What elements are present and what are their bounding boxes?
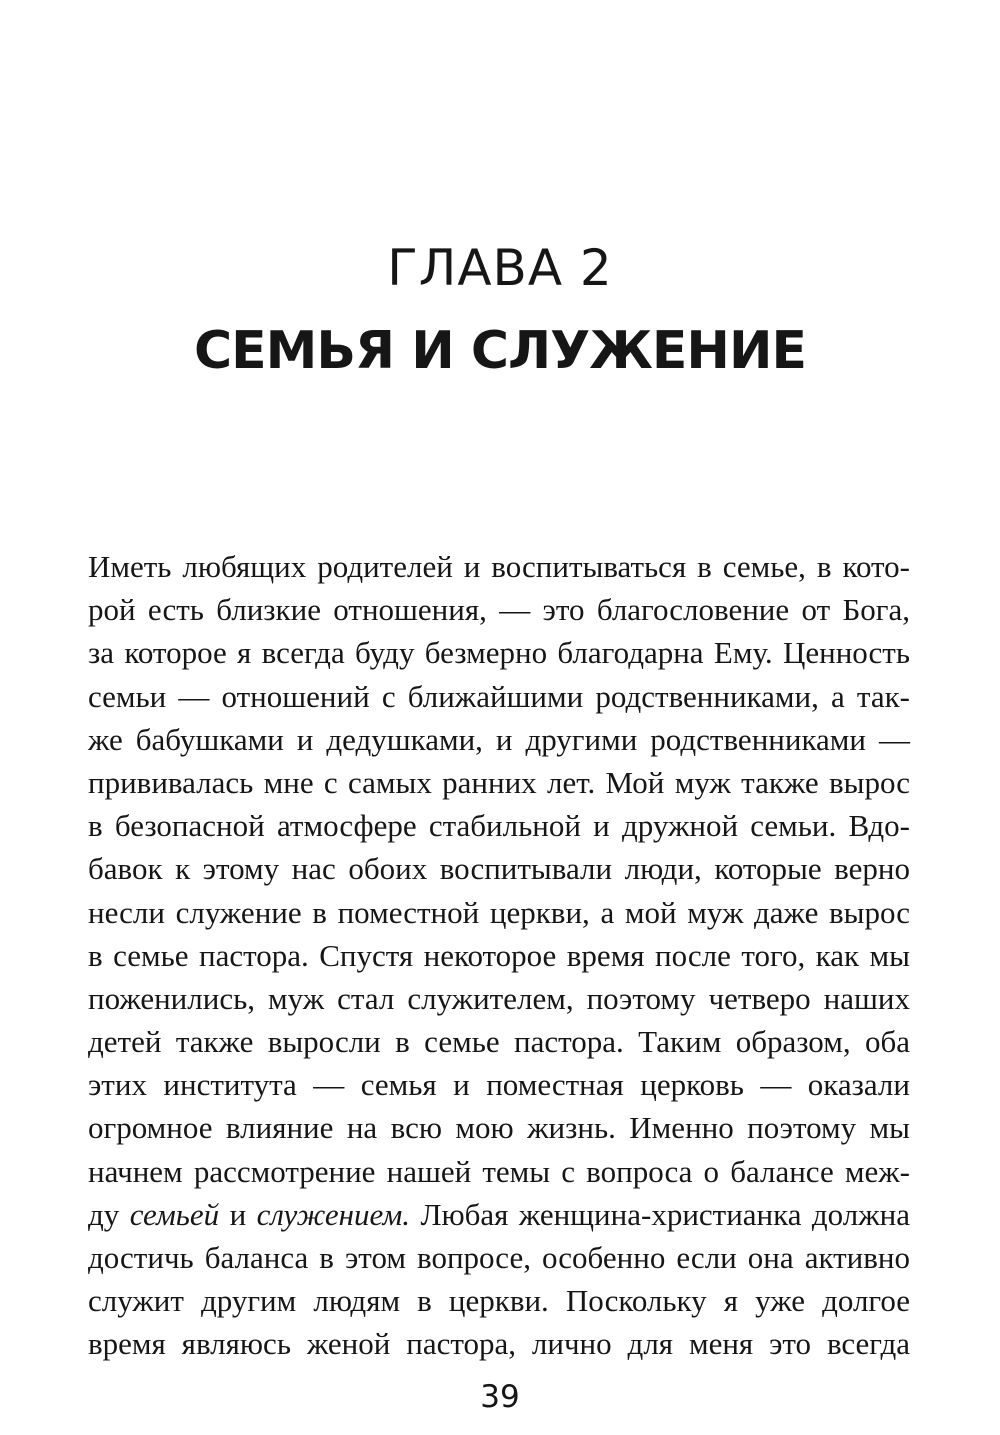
italic-term-family: семьей [129,1196,220,1232]
line-prefix: ду [88,1196,130,1232]
text-line: начнем рассмотрение нашей темы с вопроса о балансе меж- [88,1153,910,1189]
text-line: за которое я всегда буду безмерно благодарна Ему. Ценность [88,635,910,671]
text-line: поженились, муж стал служителем, поэтому четверо наших [88,980,910,1016]
line-middle: и [219,1196,257,1232]
body-paragraph [88,545,910,1366]
text-line-with-italics [88,1193,910,1236]
text-line: же бабушками и дедушками, и другими родственниками — [88,721,910,757]
text-line: время являюсь женой пастора, лично для меня это всегда [88,1326,910,1362]
text-line: в семье пастора. Спустя некоторое время после того, как мы [88,937,910,973]
text-line: несли служение в поместной церкви, а мой муж даже вырос [88,894,910,930]
text-line: достичь баланса в этом вопросе, особенно если она активно [88,1240,910,1275]
text-line: этих института — семья и поместная церковь — оказали [88,1067,910,1103]
text-line: бавок к этому нас обоих воспитывали люди, которые верно [88,851,910,887]
chapter-label: ГЛАВА 2 [387,239,613,297]
text-line: прививалась мне с самых ранних лет. Мой муж также вырос [88,764,910,800]
text-line: Иметь любящих родителей и воспитываться в семье, в кото- [88,549,910,584]
chapter-title: СЕМЬЯ И СЛУЖЕНИЕ [193,321,806,381]
text-line: служит другим людям в церкви. Поскольку я уже долгое [88,1283,910,1319]
italic-term-ministry: служением. [256,1196,411,1232]
text-line: рой есть близкие отношения, — это благословение от Бога, [88,592,910,628]
page-number: 39 [480,1379,520,1415]
text-line: семьи — отношений с ближайшими родственниками, а так- [88,678,910,714]
text-line: огромное влияние на всю мою жизнь. Именно поэтому мы [88,1110,910,1146]
line-suffix: Любая женщина-христианка должна [410,1196,911,1232]
text-line: детей также выросли в семье пастора. Таким образом, оба [88,1024,910,1060]
text-line: в безопасной атмосфере стабильной и дружной семьи. Вдо- [88,808,910,844]
